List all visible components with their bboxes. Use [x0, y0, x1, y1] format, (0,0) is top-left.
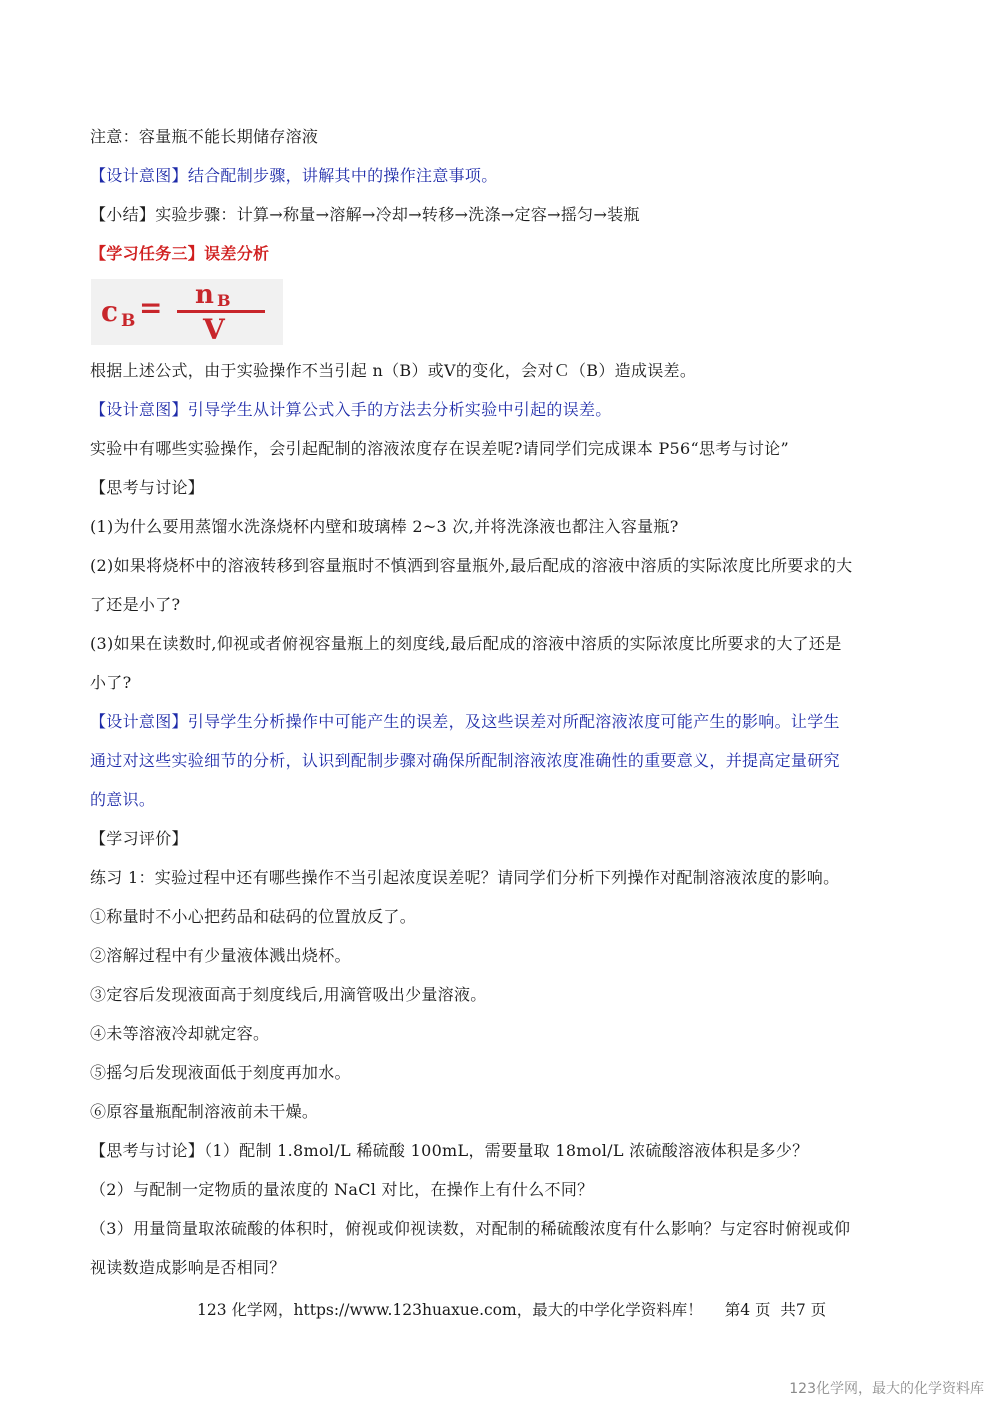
design-intent-1: [90, 165, 498, 187]
design-intent-3-line1: 【设计意图】引导学生分析操作中可能产生的误差，及这些误差对所配溶液浓度可能产生的影响。让学生: [90, 712, 840, 731]
footer-page-number: 第4 页: [724, 1301, 771, 1319]
formula-equals: =: [139, 291, 163, 324]
question-2-line2: 了还是小了?: [90, 595, 181, 614]
page-footer: [197, 1298, 826, 1320]
evaluation-title: 【学习评价】: [90, 829, 188, 848]
design-intent-tag: 【设计意图】: [90, 166, 188, 185]
operation-1: ①称量时不小心把药品和砝码的位置放反了。: [90, 907, 417, 926]
question-2-line1: (2)如果将烧杯中的溶液转移到容量瓶时不慎洒到容量瓶外,最后配成的溶液中溶质的实际浓度比所要求的大: [90, 556, 853, 575]
summary-line: 【小结】实验步骤：计算→称量→溶解→冷却→转移→洗涤→定容→摇匀→装瓶: [90, 205, 640, 224]
operation-3: ③定容后发现液面高于刻度线后,用滴管吸出少量溶液。: [90, 985, 487, 1004]
operation-5: ⑤摇匀后发现液面低于刻度再加水。: [90, 1063, 351, 1082]
question-3-line1: (3)如果在读数时,仰视或者俯视容量瓶上的刻度线,最后配成的溶液中溶质的实际浓度比所要求的大了还是: [90, 634, 842, 653]
question-3-line2: 小了?: [90, 673, 132, 692]
intro-line: 实验中有哪些实验操作，会引起配制的溶液浓度存在误差呢?请同学们完成课本 P56“思考与讨论”: [90, 439, 789, 458]
task3-heading: 【学习任务三】误差分析: [90, 244, 270, 263]
formula-c-subscript: B: [121, 311, 136, 331]
discussion-2-q1: 【思考与讨论】（1）配制 1.8mol/L 稀硫酸 100mL，需要量取 18mol/L 浓硫酸溶液体积是多少？: [90, 1141, 809, 1160]
question-1: (1)为什么要用蒸馏水洗涤烧杯内壁和玻璃棒 2~3 次,并将洗涤液也都注入容量瓶?: [90, 517, 679, 536]
note-line: 注意：容量瓶不能长期储存溶液: [90, 127, 319, 146]
footer-total-pages: 共7 页: [780, 1301, 827, 1319]
design-intent-2: 【设计意图】引导学生从计算公式入手的方法去分析实验中引起的误差。: [90, 400, 612, 419]
discussion-title: 【思考与讨论】: [90, 478, 205, 497]
formula-v: V: [203, 313, 225, 346]
footer-site: 123 化学网，https://www.123huaxue.com，最大的中学化学资料库！: [197, 1301, 703, 1319]
formula-n-subscript: B: [217, 291, 231, 310]
discussion-2-q3-line1: （3）用量筒量取浓硫酸的体积时，俯视或仰视读数，对配制的稀硫酸浓度有什么影响？与定容时俯视或仰: [90, 1219, 851, 1238]
design-intent-3-line3: 的意识。: [90, 790, 156, 809]
design-intent-text: 结合配制步骤，讲解其中的操作注意事项。: [187, 166, 498, 185]
exercise-1: 练习 1：实验过程中还有哪些操作不当引起浓度误差呢？请同学们分析下列操作对配制溶液浓度的影响。: [90, 868, 840, 887]
operation-6: ⑥原容量瓶配制溶液前未干燥。: [90, 1102, 319, 1121]
operation-2: ②溶解过程中有少量液体溅出烧杯。: [90, 946, 351, 965]
operation-4: ④未等溶液冷却就定容。: [90, 1024, 270, 1043]
watermark: 123化学网，最大的化学资料库: [789, 1381, 984, 1397]
discussion-2-q3-line2: 视读数造成影响是否相同？: [90, 1258, 286, 1277]
formula-explanation: 根据上述公式，由于实验操作不当引起 n（B）或Ⅴ的变化，会对Ｃ（B）造成误差。: [90, 361, 697, 380]
concentration-formula-image: [91, 279, 283, 345]
formula-n: n: [195, 280, 214, 310]
design-intent-3-line2: 通过对这些实验细节的分析，认识到配制步骤对确保所配制溶液浓度准确性的重要意义，并提高定量研究: [90, 751, 840, 770]
formula-c: c: [101, 295, 119, 328]
discussion-2-q2: （2）与配制一定物质的量浓度的 NaCl 对比，在操作上有什么不同？: [90, 1180, 594, 1199]
